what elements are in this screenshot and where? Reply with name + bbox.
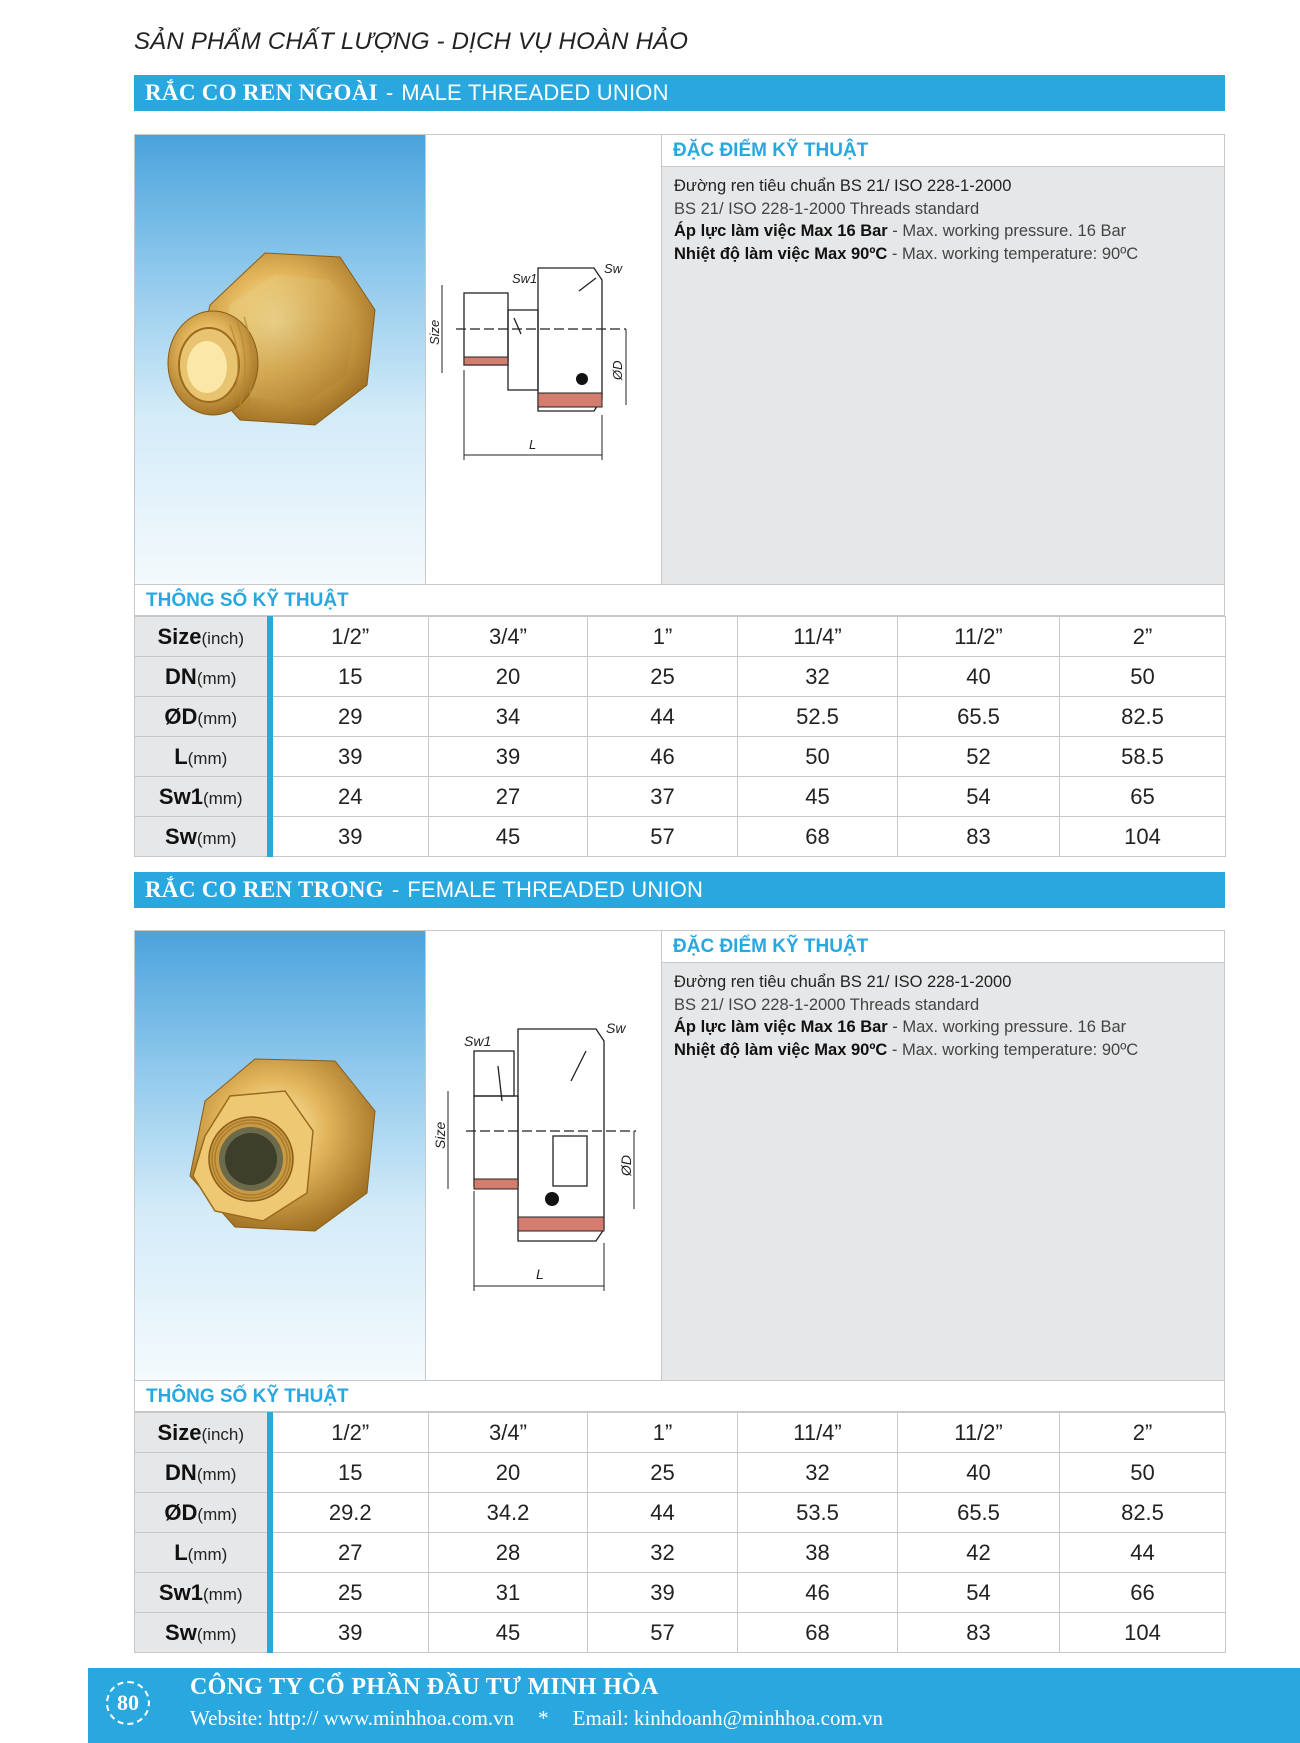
drawing-label-sw1: Sw1 bbox=[464, 1033, 492, 1049]
table-cell: 39 bbox=[429, 737, 588, 777]
section-title-en: MALE THREADED UNION bbox=[401, 80, 669, 105]
table-cell: 54 bbox=[898, 777, 1060, 817]
product-photo-panel bbox=[134, 930, 426, 1381]
table-cell: 24 bbox=[270, 777, 429, 817]
section-title-bar bbox=[134, 75, 1225, 111]
table-cell: 45 bbox=[429, 817, 588, 857]
table-cell: 11/4” bbox=[738, 1413, 898, 1453]
section-title-separator: - bbox=[385, 80, 394, 105]
table-cell: 28 bbox=[429, 1533, 588, 1573]
table-cell: 50 bbox=[1060, 1453, 1226, 1493]
table-cell: 68 bbox=[738, 817, 898, 857]
table-cell: 50 bbox=[738, 737, 898, 777]
table-cell: 82.5 bbox=[1060, 697, 1226, 737]
spec-line-temperature: Nhiệt độ làm việc Max 90ºC - Max. working temperature: 90ºC bbox=[674, 244, 1139, 263]
table-cell: 1” bbox=[588, 617, 738, 657]
table-cell: 15 bbox=[270, 1453, 429, 1493]
table-cell: 50 bbox=[1060, 657, 1226, 697]
table-cell: 68 bbox=[738, 1613, 898, 1653]
table-row bbox=[135, 1533, 1226, 1573]
drawing-label-sw1: Sw1 bbox=[512, 271, 538, 286]
spec-heading: ĐẶC ĐIỂM KỸ THUẬT bbox=[662, 931, 1224, 963]
table-cell: 3/4” bbox=[429, 1413, 588, 1453]
table-cell: 32 bbox=[738, 657, 898, 697]
table-cell: 44 bbox=[588, 697, 738, 737]
row-label: ØD(mm) bbox=[135, 697, 270, 737]
table-cell: 45 bbox=[429, 1613, 588, 1653]
table-cell: 11/2” bbox=[898, 1413, 1060, 1453]
table-cell: 29 bbox=[270, 697, 429, 737]
table-cell: 34.2 bbox=[429, 1493, 588, 1533]
section-title-en: FEMALE THREADED UNION bbox=[407, 877, 704, 902]
spec-line-thread-en: BS 21/ ISO 228-1-2000 Threads standard bbox=[674, 199, 980, 218]
page-number-badge: 80 bbox=[106, 1681, 150, 1725]
table-cell: 53.5 bbox=[738, 1493, 898, 1533]
spec-line-pressure: Áp lực làm việc Max 16 Bar - Max. working pressure. 16 Bar bbox=[674, 222, 1127, 240]
table-heading: THÔNG SỐ KỸ THUẬT bbox=[134, 585, 1225, 616]
table-cell: 1/2” bbox=[270, 1413, 429, 1453]
table-cell: 25 bbox=[588, 1453, 738, 1493]
footer-website: Website: http:// www.minhhoa.com.vn bbox=[190, 1706, 515, 1730]
row-label: DN(mm) bbox=[135, 1453, 270, 1493]
drawing-label-size: Size bbox=[432, 1121, 448, 1149]
table-cell: 37 bbox=[588, 777, 738, 817]
table-cell: 66 bbox=[1060, 1573, 1226, 1613]
table-cell: 11/4” bbox=[738, 617, 898, 657]
table-cell: 45 bbox=[738, 777, 898, 817]
table-cell: 11/2” bbox=[898, 617, 1060, 657]
female-union-drawing bbox=[426, 931, 660, 1380]
table-cell: 104 bbox=[1060, 817, 1226, 857]
section-title-vn: RẮC CO REN NGOÀI bbox=[145, 80, 378, 105]
table-cell: 31 bbox=[429, 1573, 588, 1613]
product-photo-panel bbox=[134, 134, 426, 585]
female-union-photo bbox=[135, 931, 425, 1380]
table-cell: 38 bbox=[738, 1533, 898, 1573]
row-label: L(mm) bbox=[135, 1533, 270, 1573]
table-cell: 82.5 bbox=[1060, 1493, 1226, 1533]
technical-drawing-panel bbox=[426, 134, 662, 585]
row-label: Sw(mm) bbox=[135, 817, 270, 857]
product-block bbox=[134, 930, 1225, 1381]
table-cell: 20 bbox=[429, 1453, 588, 1493]
row-label: Sw1(mm) bbox=[135, 777, 270, 817]
drawing-label-l: L bbox=[529, 437, 537, 452]
male-union-photo bbox=[135, 135, 425, 584]
table-cell: 3/4” bbox=[429, 617, 588, 657]
table-cell: 46 bbox=[588, 737, 738, 777]
table-row bbox=[135, 697, 1226, 737]
table-cell: 104 bbox=[1060, 1613, 1226, 1653]
row-label: DN(mm) bbox=[135, 657, 270, 697]
drawing-label-sw: Sw bbox=[606, 1020, 626, 1036]
table-row bbox=[135, 617, 1226, 657]
table-cell: 27 bbox=[270, 1533, 429, 1573]
spec-line-thread-vn: Đường ren tiêu chuẩn BS 21/ ISO 228-1-2000 bbox=[674, 973, 1012, 991]
table-cell: 40 bbox=[898, 657, 1060, 697]
table-cell: 15 bbox=[270, 657, 429, 697]
spec-heading: ĐẶC ĐIỂM KỸ THUẬT bbox=[662, 135, 1224, 167]
footer-email: Email: kinhdoanh@minhhoa.com.vn bbox=[572, 1706, 884, 1730]
table-row bbox=[135, 777, 1226, 817]
male-union-drawing bbox=[426, 135, 660, 584]
page-slogan: SẢN PHẨM CHẤT LƯỢNG - DỊCH VỤ HOÀN HẢO bbox=[134, 28, 689, 55]
drawing-label-od: ØD bbox=[610, 360, 625, 380]
technical-drawing-panel bbox=[426, 930, 662, 1381]
table-cell: 20 bbox=[429, 657, 588, 697]
table-cell: 65.5 bbox=[898, 697, 1060, 737]
table-cell: 57 bbox=[588, 1613, 738, 1653]
table-cell: 52.5 bbox=[738, 697, 898, 737]
table-cell: 42 bbox=[898, 1533, 1060, 1573]
drawing-label-size: Size bbox=[427, 319, 442, 345]
table-cell: 44 bbox=[1060, 1533, 1226, 1573]
spec-line-thread-en: BS 21/ ISO 228-1-2000 Threads standard bbox=[674, 995, 980, 1014]
spec-line-thread-vn: Đường ren tiêu chuẩn BS 21/ ISO 228-1-2000 bbox=[674, 177, 1012, 195]
section-title-separator: - bbox=[391, 877, 400, 902]
table-heading: THÔNG SỐ KỸ THUẬT bbox=[134, 1381, 1225, 1412]
table-cell: 40 bbox=[898, 1453, 1060, 1493]
table-row bbox=[135, 1573, 1226, 1613]
table-cell: 2” bbox=[1060, 1413, 1226, 1453]
table-row bbox=[135, 657, 1226, 697]
row-label: ØD(mm) bbox=[135, 1493, 270, 1533]
row-label: Sw(mm) bbox=[135, 1613, 270, 1653]
table-cell: 54 bbox=[898, 1573, 1060, 1613]
table-cell: 1/2” bbox=[270, 617, 429, 657]
drawing-label-od: ØD bbox=[618, 1155, 634, 1176]
section-female-union bbox=[134, 872, 1225, 1653]
section-male-union bbox=[134, 75, 1225, 857]
table-cell: 52 bbox=[898, 737, 1060, 777]
spec-line-temperature: Nhiệt độ làm việc Max 90ºC - Max. working temperature: 90ºC bbox=[674, 1040, 1139, 1059]
product-block bbox=[134, 134, 1225, 585]
table-cell: 39 bbox=[270, 817, 429, 857]
table-cell: 65 bbox=[1060, 777, 1226, 817]
row-label: Size(inch) bbox=[135, 617, 270, 657]
table-cell: 1” bbox=[588, 1413, 738, 1453]
table-row bbox=[135, 737, 1226, 777]
table-cell: 46 bbox=[738, 1573, 898, 1613]
spec-body bbox=[662, 963, 1224, 1061]
table-cell: 27 bbox=[429, 777, 588, 817]
table-cell: 39 bbox=[588, 1573, 738, 1613]
page-footer bbox=[88, 1668, 1300, 1743]
spec-panel bbox=[662, 930, 1225, 1381]
table-cell: 83 bbox=[898, 817, 1060, 857]
footer-separator: * bbox=[538, 1706, 549, 1730]
section-title-vn: RẮC CO REN TRONG bbox=[145, 877, 384, 902]
table-cell: 34 bbox=[429, 697, 588, 737]
row-label: L(mm) bbox=[135, 737, 270, 777]
table-cell: 32 bbox=[588, 1533, 738, 1573]
spec-table bbox=[134, 1412, 1226, 1653]
row-label: Size(inch) bbox=[135, 1413, 270, 1453]
table-row bbox=[135, 1413, 1226, 1453]
table-cell: 39 bbox=[270, 1613, 429, 1653]
table-cell: 39 bbox=[270, 737, 429, 777]
row-label: Sw1(mm) bbox=[135, 1573, 270, 1613]
footer-contact bbox=[190, 1706, 883, 1731]
table-cell: 25 bbox=[270, 1573, 429, 1613]
table-cell: 32 bbox=[738, 1453, 898, 1493]
spec-line-pressure: Áp lực làm việc Max 16 Bar - Max. working pressure. 16 Bar bbox=[674, 1018, 1127, 1036]
table-cell: 83 bbox=[898, 1613, 1060, 1653]
table-cell: 44 bbox=[588, 1493, 738, 1533]
spec-table bbox=[134, 616, 1226, 857]
table-cell: 65.5 bbox=[898, 1493, 1060, 1533]
spec-panel bbox=[662, 134, 1225, 585]
table-cell: 58.5 bbox=[1060, 737, 1226, 777]
drawing-label-l: L bbox=[536, 1266, 544, 1282]
drawing-label-sw: Sw bbox=[604, 261, 623, 276]
footer-company-name: CÔNG TY CỔ PHẦN ĐẦU TƯ MINH HÒA bbox=[190, 1674, 659, 1700]
table-row bbox=[135, 1493, 1226, 1533]
table-row bbox=[135, 1453, 1226, 1493]
table-cell: 57 bbox=[588, 817, 738, 857]
table-row bbox=[135, 817, 1226, 857]
table-cell: 29.2 bbox=[270, 1493, 429, 1533]
section-title-bar bbox=[134, 872, 1225, 908]
table-cell: 25 bbox=[588, 657, 738, 697]
table-cell: 2” bbox=[1060, 617, 1226, 657]
table-row bbox=[135, 1613, 1226, 1653]
spec-body bbox=[662, 167, 1224, 265]
